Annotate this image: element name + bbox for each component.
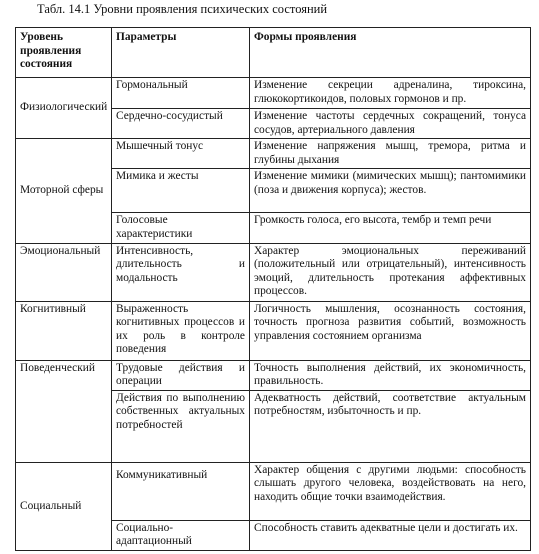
table-row <box>16 462 531 520</box>
level-cell: Моторной сферы <box>16 139 112 243</box>
table-row <box>16 301 531 360</box>
param-cell: Выраженность когнитивных процессов и их роль в контроле поведения <box>112 301 250 360</box>
form-cell: Логичность мышления, осознанность состояния, точность прогноза развития событий, возможность управления состоянием организма <box>250 301 531 360</box>
form-cell: Изменение частоты сердечных сокращений, тонуса сосудов, артериального давления <box>250 109 531 139</box>
param-cell: Сердечно-сосудистый <box>112 109 250 139</box>
param-cell: Действия по выполнению собственных актуальных потребностей <box>112 390 250 462</box>
table-row <box>16 360 531 390</box>
table-row <box>16 243 531 301</box>
form-cell: Изменение секреции адреналина, тироксина, глюкокортикоидов, половых гормонов и пр. <box>250 78 531 109</box>
table-row <box>16 78 531 109</box>
level-cell: Эмоциональный <box>16 243 112 301</box>
param-cell: Интенсивность, длительность и модальность <box>112 243 250 301</box>
param-cell: Мимика и жесты <box>112 169 250 213</box>
param-cell: Голосовые характеристики <box>112 213 250 243</box>
form-cell: Изменение мимики (мимических мышц); пантомимики (поза и движения корпуса); жестов. <box>250 169 531 213</box>
param-cell: Трудовые действия и операции <box>112 360 250 390</box>
level-cell: Социальный <box>16 462 112 550</box>
form-cell: Характер общения с другими людьми: способность слышать другого человека, воздействовать на него, находить общие точки взаимодействия. <box>250 462 531 520</box>
table-caption: Табл. 14.1 Уровни проявления психических состояний <box>37 2 328 16</box>
form-cell: Адекватность действий, соответствие актуальным потребностям, избыточность и пр. <box>250 390 531 462</box>
header-params: Параметры <box>112 28 250 78</box>
table-header-row <box>16 28 531 78</box>
level-cell: Когнитивный <box>16 301 112 360</box>
param-cell: Коммуникативный <box>112 462 250 520</box>
param-cell: Гормональный <box>112 78 250 109</box>
form-cell: Изменение напряжения мышц, тремора, ритма и глубины дыхания <box>250 139 531 169</box>
form-cell: Способность ставить адекватные цели и достигать их. <box>250 520 531 550</box>
form-cell: Характер эмоциональных переживаний (положительный или отрицательный), интенсивность эмоций, длительность протекания аффективных процессов. <box>250 243 531 301</box>
table-row <box>16 139 531 169</box>
level-cell: Физиологический <box>16 78 112 139</box>
level-cell: Поведенческий <box>16 360 112 462</box>
states-table <box>15 27 531 551</box>
form-cell: Громкость голоса, его высота, тембр и темп речи <box>250 213 531 243</box>
header-forms: Формы проявления <box>250 28 531 78</box>
header-level: Уровень проявления состояния <box>16 28 112 78</box>
form-cell: Точность выполнения действий, их экономичность, правильность. <box>250 360 531 390</box>
param-cell: Мышечный тонус <box>112 139 250 169</box>
param-cell: Социально-адаптационный <box>112 520 250 550</box>
